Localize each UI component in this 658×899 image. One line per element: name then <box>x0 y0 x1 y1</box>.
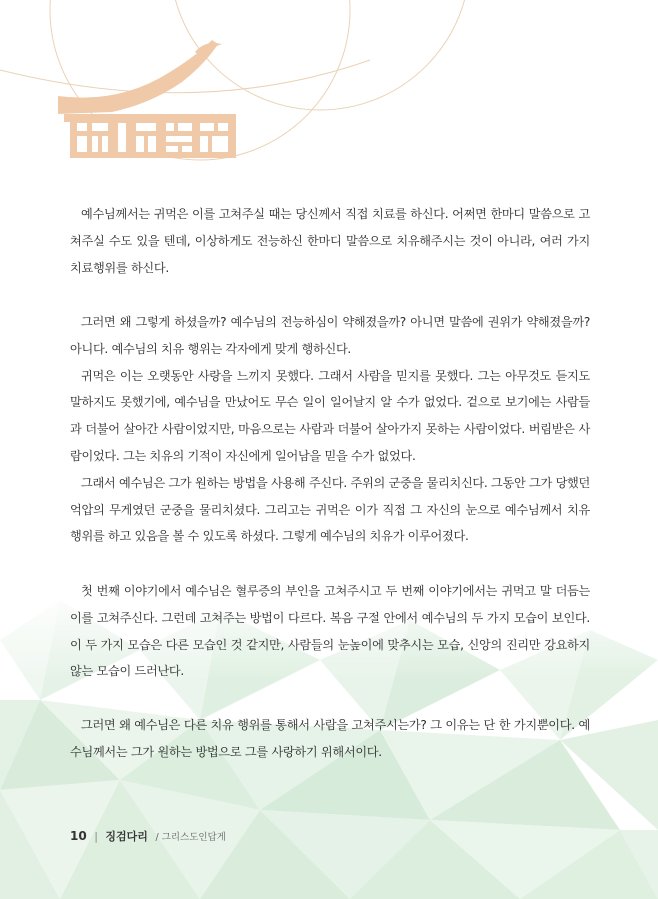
hanok-roof-ornament <box>58 40 236 122</box>
paragraph-block-1 <box>70 201 590 281</box>
footer-separator: | <box>94 830 98 843</box>
paragraph: 그래서 예수님은 그가 원하는 방법을 사용해 주신다. 주위의 군중을 물리치신다. 그동안 그가 당했던 억압의 무게였던 군중을 물리치셨다. 그리고는 귀먹은 이가 직접 그 자신의 눈으로 예수님께서 치유 행위를 하고 있음을 볼 수 있도록 하셨다. 그렇게 예수님의 치유가 이루어졌다. <box>70 475 590 544</box>
section-title: / 그리스도인답게 <box>155 832 226 843</box>
page-footer <box>70 828 226 844</box>
paragraph-block-4 <box>70 712 590 766</box>
lattice-window-ornament <box>70 118 236 158</box>
paragraph: 예수님께서는 귀먹은 이를 고쳐주실 때는 당신께서 직접 치료를 하신다. 어쩌면 한마디 말씀으로 고쳐주실 수도 있을 텐데, 이상하게도 전능하신 한마디 말씀으로 치유해주시는 것이 아니라, 여러 가지 치료행위를 하신다. <box>70 207 590 275</box>
paragraph: 귀먹은 이는 오랫동안 사랑을 느끼지 못했다. 그래서 사람을 믿지를 못했다. 그는 아무것도 듣지도 말하지도 못했기에, 예수님을 만났어도 무슨 일이 일어날지 알 수가 없었다. 겉으로 보기에는 사람들과 더불어 살아간 사람이었지만, 마음으로는 사람과 더불어 살아가지 못하는 사람이었다. 버림받은 사람이었다. 그는 치유의 기적이 자신에게 일어남을 믿을 수가 없었다. <box>70 368 590 463</box>
page-number: 10 <box>70 829 87 843</box>
paragraph-block-3 <box>70 578 590 685</box>
paragraph-block-2 <box>70 309 590 550</box>
publication-title: 징검다리 <box>105 830 148 843</box>
paragraph: 그러면 왜 예수님은 다른 치유 행위를 통해서 사람을 고쳐주시는가? 그 이유는 단 한 가지뿐이다. 예수님께서는 그가 원하는 방법으로 그를 사랑하기 위해서이다. <box>70 718 590 759</box>
paragraph: 그러면 왜 그렇게 하셨을까? 예수님의 전능하심이 약해졌을까? 아니면 말씀에 권위가 약해졌을까? 아니다. 예수님의 치유 행위는 각자에게 맞게 행하신다. <box>70 315 590 356</box>
paragraph: 첫 번째 이야기에서 예수님은 혈루증의 부인을 고쳐주시고 두 번째 이야기에서는 귀먹고 말 더듬는 이를 고쳐주신다. 그런데 고쳐주는 방법이 다르다. 복음 구절 안에서 예수님의 두 가지 모습이 보인다. 이 두 가지 모습은 다른 모습인 것 같지만, 사람들의 눈높이에 맞추시는 모습, 신앙의 진리만 강요하지 않는 모습이 드러난다. <box>70 584 590 679</box>
